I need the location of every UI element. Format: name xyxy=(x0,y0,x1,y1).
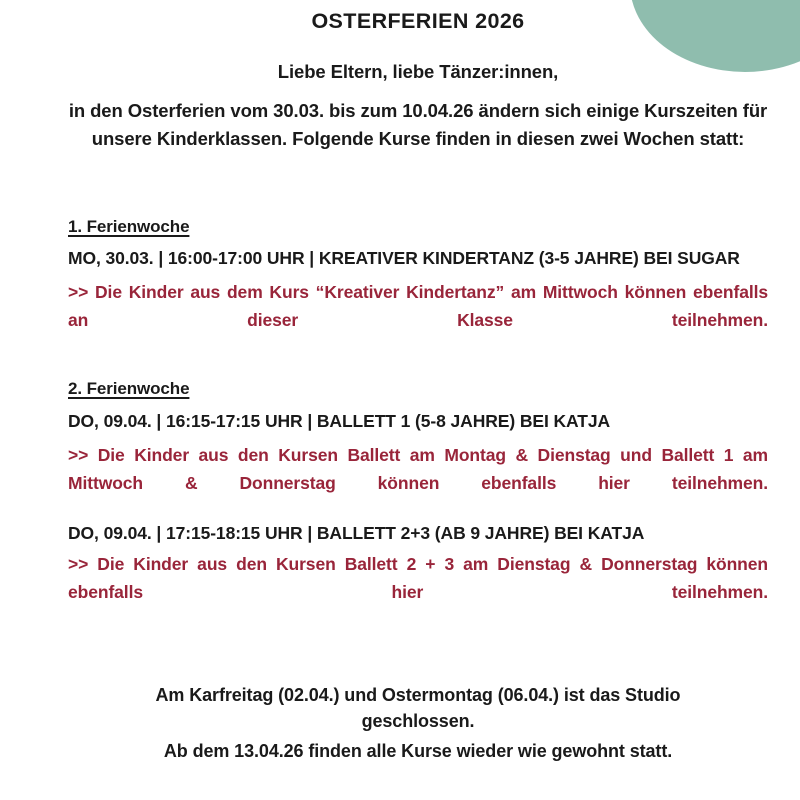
section-heading-week-2: 2. Ferienwoche xyxy=(68,379,190,398)
page-title: OSTERFERIEN 2026 xyxy=(311,9,525,33)
course-note-week1-mo: >> Die Kinder aus dem Kurs “Kreativer Kindertanz” am Mittwoch können ebenfalls an dieser Klasse teilnehmen. xyxy=(68,282,768,330)
course-title-week2-ballett1: DO, 09.04. | 16:15-17:15 UHR | BALLETT 1 (5-8 JAHRE) BEI KATJA xyxy=(68,411,611,431)
footer-studio-closed-notice: Am Karfreitag (02.04.) und Ostermontag (06.04.) ist das Studio geschlossen. xyxy=(155,685,681,731)
footer-classes-resume-notice: Ab dem 13.04.26 finden alle Kurse wieder wie gewohnt statt. xyxy=(163,741,673,761)
course-note-week2-ballett23: >> Die Kinder aus den Kursen Ballett 2 + 3 am Dienstag & Donnerstag können ebenfalls hier teilnehmen. xyxy=(68,554,768,602)
course-title-week2-ballett23: DO, 09.04. | 17:15-18:15 UHR | BALLETT 2+3 (AB 9 JAHRE) BEI KATJA xyxy=(68,523,645,543)
salutation-text: Liebe Eltern, liebe Tänzer:innen, xyxy=(277,61,559,82)
flyer-content xyxy=(68,0,768,800)
course-note-week2-ballett1: >> Die Kinder aus den Kursen Ballett am Montag & Dienstag und Ballett 1 am Mittwoch & Donnerstag können ebenfalls hier teilnehmen. xyxy=(68,445,768,493)
course-title-week1-mo: MO, 30.03. | 16:00-17:00 UHR | KREATIVER KINDERTANZ (3-5 JAHRE) BEI SUGAR xyxy=(68,248,740,268)
intro-paragraph: in den Osterferien vom 30.03. bis zum 10.04.26 ändern sich einige Kurszeiten für unsere Kinderklassen. Folgende Kurse finden in diesen zwei Wochen statt: xyxy=(68,100,768,149)
section-heading-week-1: 1. Ferienwoche xyxy=(68,217,190,236)
